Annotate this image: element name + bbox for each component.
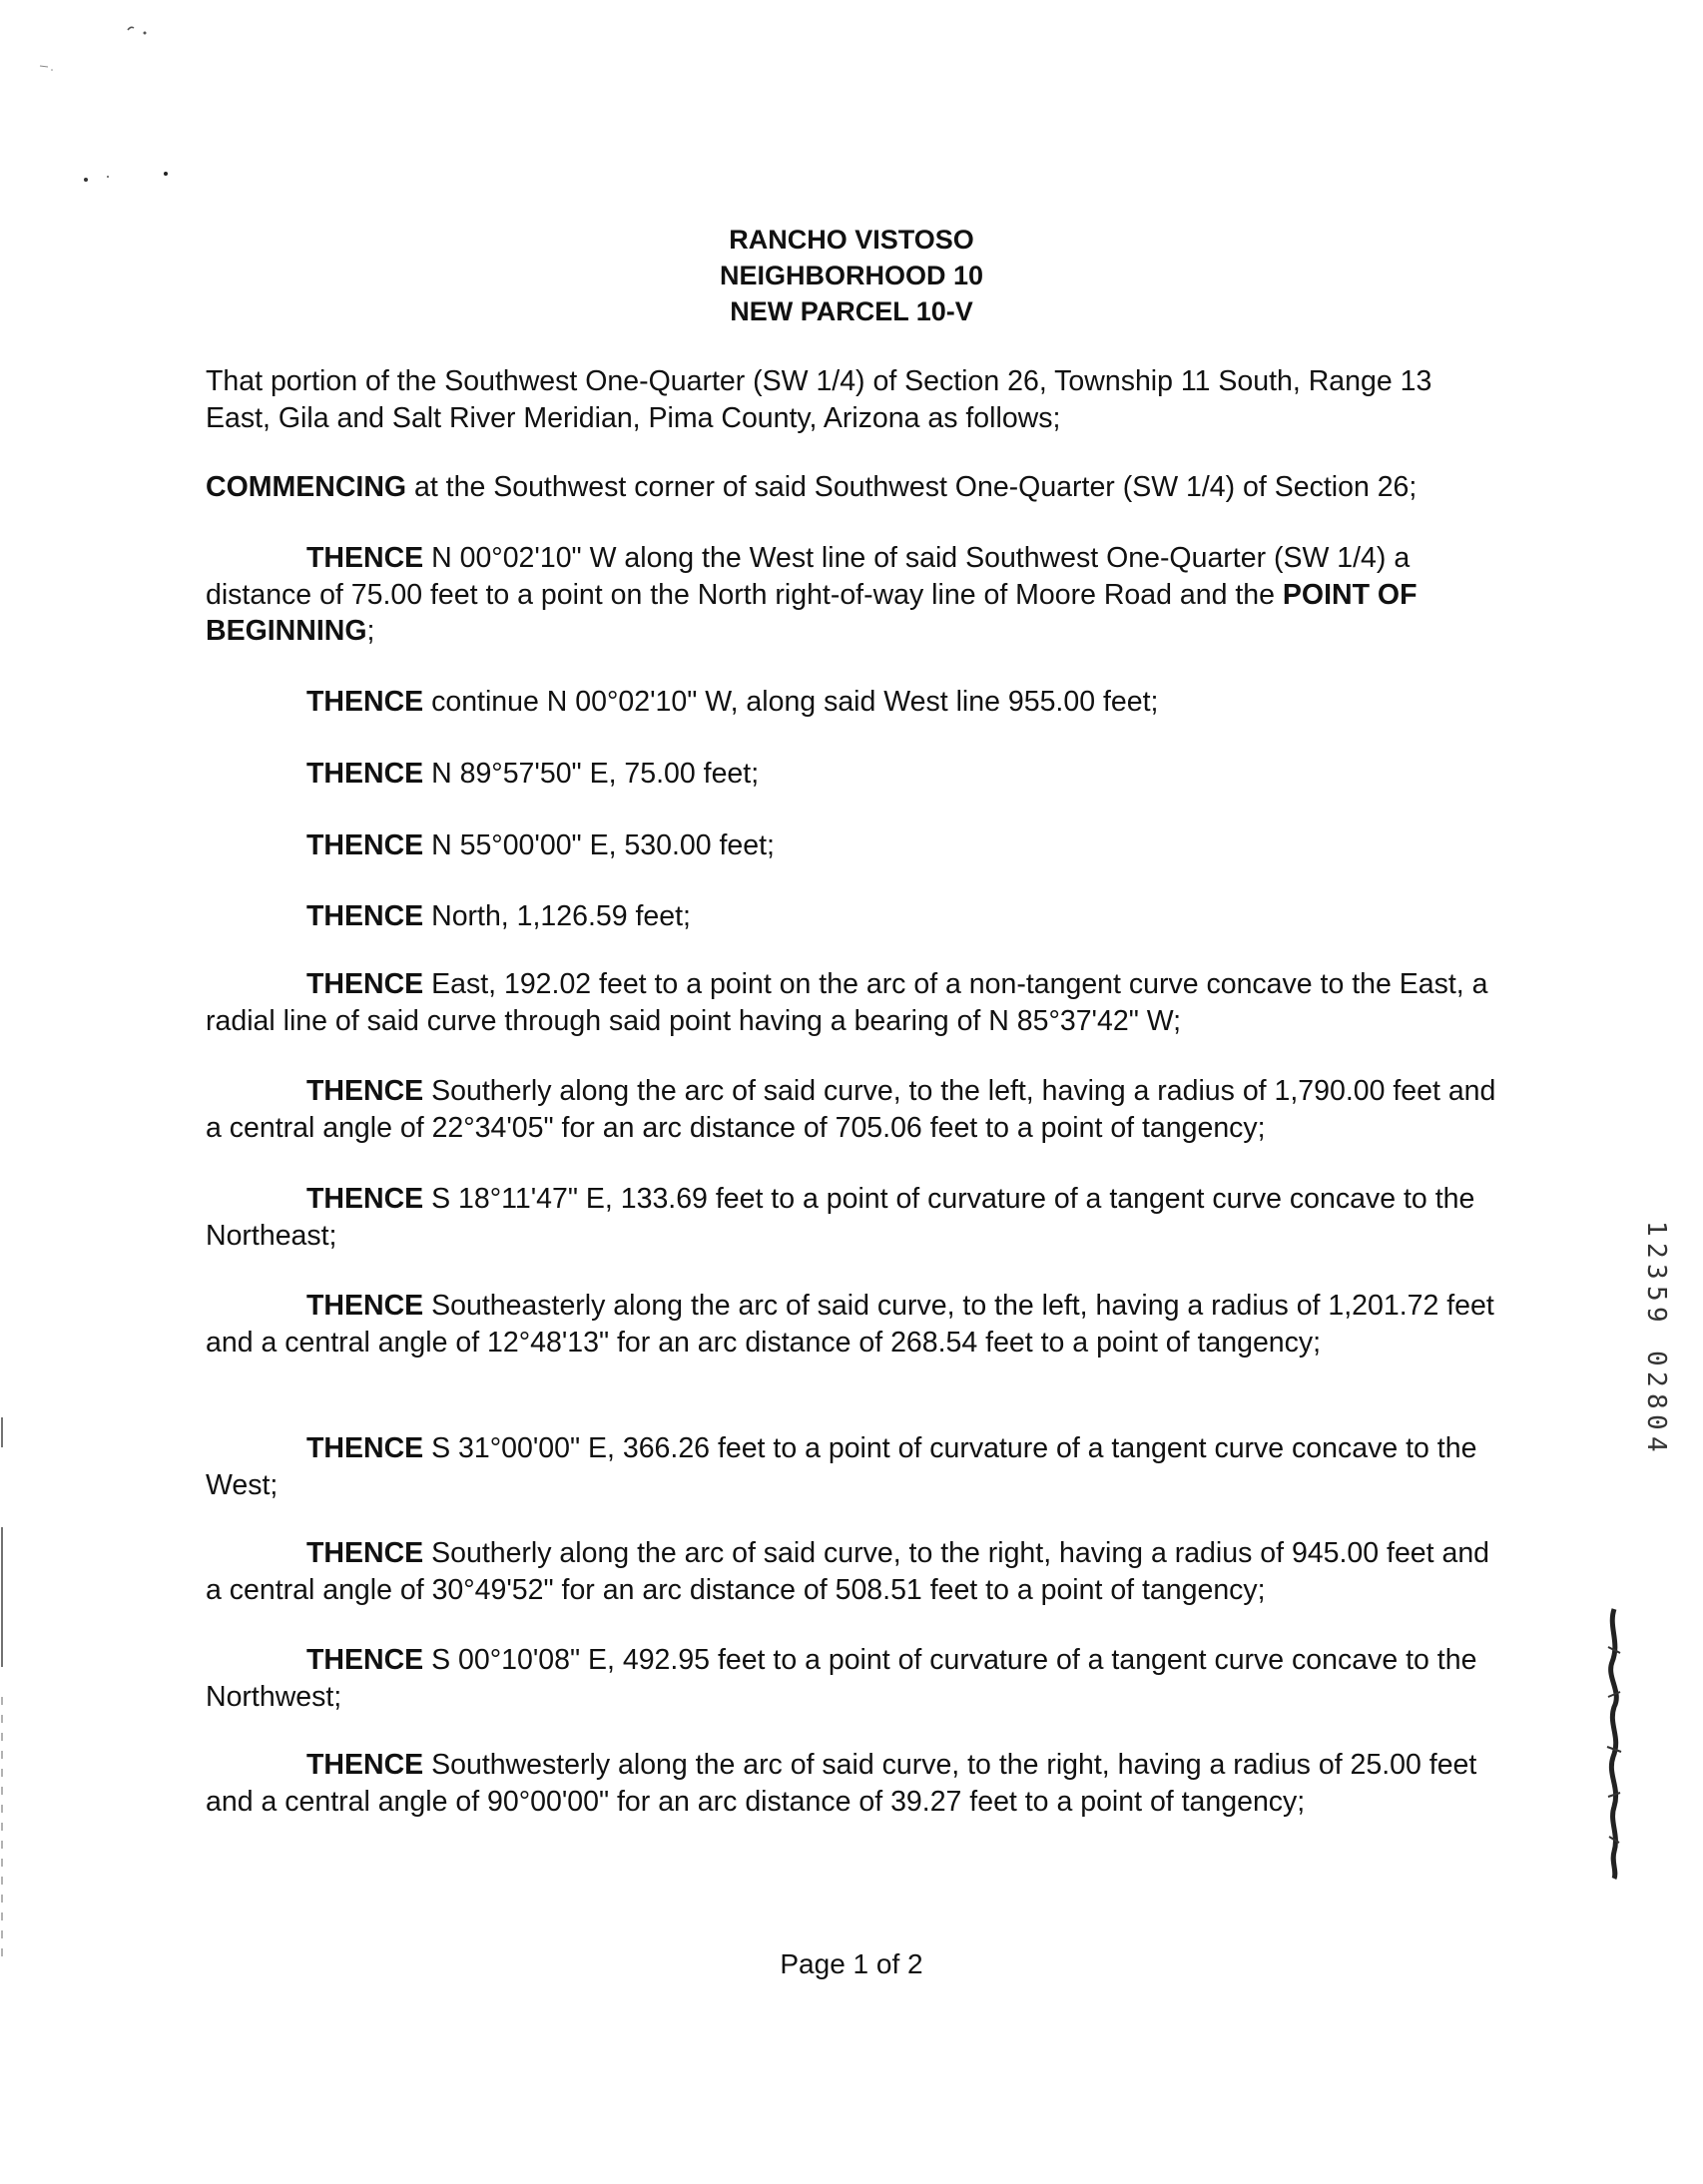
paragraph-text: North, 1,126.59 feet; bbox=[423, 900, 691, 932]
recording-number-char: 2 bbox=[1640, 1242, 1671, 1259]
course-paragraph bbox=[206, 756, 1503, 793]
course-paragraph bbox=[206, 1642, 1503, 1715]
course-paragraph bbox=[206, 966, 1503, 1039]
paragraph-lead: THENCE bbox=[306, 1749, 424, 1781]
paragraph-text: N 55°00'00" E, 530.00 feet; bbox=[423, 829, 775, 861]
page-number: Page 1 of 2 bbox=[780, 1948, 923, 1979]
paragraph-lead: THENCE bbox=[306, 542, 424, 574]
handwritten-initials-mark bbox=[1602, 1607, 1626, 1882]
paragraph-trail: ; bbox=[366, 615, 375, 647]
title-line-2: NEIGHBORHOOD 10 bbox=[719, 261, 984, 290]
title-line-1: RANCHO VISTOSO bbox=[729, 225, 974, 255]
paragraph-text: Southerly along the arc of said curve, to the left, having a radius of 1,790.00 feet and a central angle of 22°34'05" for an arc distance of 705.06 feet to a point of tangency; bbox=[206, 1075, 1496, 1144]
paragraph-text: Southeasterly along the arc of said curve, to the left, having a radius of 1,201.72 feet and a central angle of 12°48'13" for an arc distance of 268.54 feet to a point of tangency; bbox=[206, 1290, 1494, 1359]
course-paragraph bbox=[206, 540, 1503, 650]
paragraph-text: S 00°10'08" E, 492.95 feet to a point of curvature of a tangent curve concave to the Northwest; bbox=[206, 1644, 1477, 1713]
course-paragraph bbox=[206, 827, 1503, 864]
paragraph-text: Southerly along the arc of said curve, to the right, having a radius of 945.00 feet and a central angle of 30°49'52" for an arc distance of 508.51 feet to a point of tangency; bbox=[206, 1537, 1490, 1606]
course-paragraph bbox=[206, 1430, 1503, 1503]
recording-number-char: 5 bbox=[1640, 1285, 1671, 1302]
commencing-paragraph bbox=[206, 469, 1503, 506]
course-paragraph bbox=[206, 684, 1503, 721]
paragraph-lead: THENCE bbox=[306, 1644, 424, 1676]
course-paragraph bbox=[206, 898, 1503, 935]
paragraph-text: continue N 00°02'10" W, along said West line 955.00 feet; bbox=[423, 686, 1159, 718]
paragraph-lead: THENCE bbox=[306, 1290, 424, 1322]
scan-specks bbox=[0, 0, 200, 200]
paragraph-lead: THENCE bbox=[306, 1075, 424, 1107]
paragraph-text: S 18°11'47" E, 133.69 feet to a point of curvature of a tangent curve concave to the Northeast; bbox=[206, 1183, 1475, 1252]
paragraph-lead: THENCE bbox=[306, 758, 424, 790]
paragraph-lead: THENCE bbox=[306, 1432, 424, 1464]
paragraph-text: S 31°00'00" E, 366.26 feet to a point of curvature of a tangent curve concave to the West; bbox=[206, 1432, 1477, 1501]
paragraph-lead: THENCE bbox=[306, 968, 424, 1000]
recording-number-char: 0 bbox=[1640, 1414, 1671, 1430]
paragraph-text: That portion of the Southwest One-Quarter (SW 1/4) of Section 26, Township 11 South, Range 13 East, Gila and Salt River Meridian, Pima County, Arizona as follows; bbox=[206, 365, 1432, 434]
paragraph-lead: THENCE bbox=[306, 829, 424, 861]
course-paragraph bbox=[206, 1747, 1503, 1820]
course-paragraph bbox=[206, 1288, 1503, 1361]
paragraph-lead: THENCE bbox=[306, 900, 424, 932]
recording-number bbox=[1637, 1218, 1673, 1455]
paragraph-text: Southwesterly along the arc of said curve, to the right, having a radius of 25.00 feet and a central angle of 90°00'00" for an arc distance of 39.27 feet to a point of tangency; bbox=[206, 1749, 1477, 1818]
title-line-3: NEW PARCEL 10-V bbox=[730, 296, 973, 326]
paragraph-lead: COMMENCING bbox=[206, 471, 407, 503]
course-paragraph bbox=[206, 1535, 1503, 1608]
recording-number-char: 1 bbox=[1640, 1220, 1671, 1237]
scan-edge-marks bbox=[0, 1417, 4, 1976]
paragraph-lead: THENCE bbox=[306, 1537, 424, 1569]
recording-number-char: 4 bbox=[1640, 1435, 1671, 1452]
recording-number-char: 2 bbox=[1640, 1371, 1671, 1387]
recording-number-char: 3 bbox=[1640, 1264, 1671, 1280]
intro-paragraph bbox=[206, 363, 1503, 436]
paragraph-text: N 89°57'50" E, 75.00 feet; bbox=[423, 758, 760, 790]
course-paragraph bbox=[206, 1181, 1503, 1254]
recording-number-char: 8 bbox=[1640, 1392, 1671, 1409]
recording-number-char: 9 bbox=[1640, 1307, 1671, 1323]
paragraph-lead: THENCE bbox=[306, 1183, 424, 1215]
paragraph-text: East, 192.02 feet to a point on the arc of a non-tangent curve concave to the East, a radial line of said curve through said point having a bearing of N 85°37'42" W; bbox=[206, 968, 1488, 1037]
recording-number-char: 0 bbox=[1640, 1350, 1671, 1366]
point-of-beginning: POINT OF BEGINNING bbox=[206, 578, 1418, 647]
paragraph-lead: THENCE bbox=[306, 686, 424, 718]
paragraph-text: N 00°02'10" W along the West line of said Southwest One-Quarter (SW 1/4) a distance of 75.00 feet to a point on the North right-of-way line of Moore Road and the bbox=[206, 542, 1411, 611]
course-paragraph bbox=[206, 1073, 1503, 1146]
document-title bbox=[0, 222, 1703, 329]
paragraph-text: at the Southwest corner of said Southwest One-Quarter (SW 1/4) of Section 26; bbox=[406, 471, 1418, 503]
